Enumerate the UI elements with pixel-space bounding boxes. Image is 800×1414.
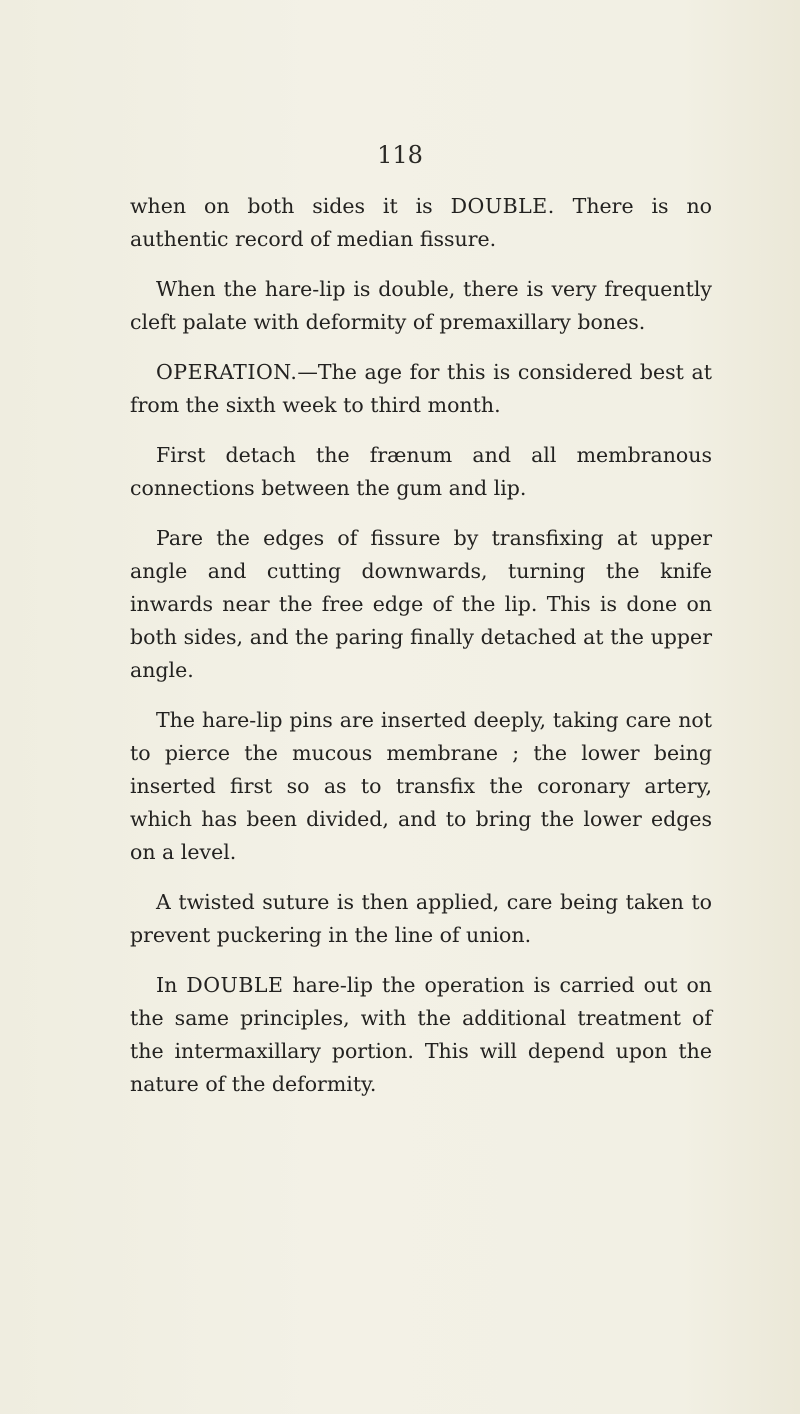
body-text [130, 190, 712, 1118]
paragraph-1-tail: There is no authentic record of median fissure. [130, 194, 712, 251]
paragraph-1 [130, 190, 712, 256]
paragraph-8 [130, 969, 712, 1101]
paragraph-1-text: when on both sides it is [130, 194, 451, 218]
paragraph-7 [130, 886, 712, 952]
paragraph-1-emphasis: DOUBLE. [450, 194, 555, 218]
paragraph-8-tail: hare-lip the operation is carried out on the same principles, with the additional treatment of the intermaxillary portion. This will depend upon the nature of the deformity. [130, 973, 712, 1096]
paragraph-8-emphasis: DOUBLE [186, 973, 284, 997]
paragraph-8-lead: In [156, 973, 187, 997]
paragraph-6 [130, 704, 712, 869]
paragraph-2-text: When the hare-lip is double, there is very frequently cleft palate with deformity of premaxillary bones. [130, 277, 712, 334]
paragraph-3-text: —The age for this is considered best at from the sixth week to third month. [130, 360, 712, 417]
paragraph-2 [130, 273, 712, 339]
paragraph-3 [130, 356, 712, 422]
paragraph-6-text: The hare-lip pins are inserted deeply, taking care not to pierce the mucous membrane ; the lower being inserted first so as to transfix the coronary artery, which has been divided, and to bring the lower edges on a level. [130, 708, 712, 864]
paragraph-3-heading: OPERATION. [156, 360, 298, 384]
page-number: 118 [377, 141, 423, 169]
paragraph-5 [130, 522, 712, 687]
paragraph-7-text: A twisted suture is then applied, care being taken to prevent puckering in the line of union. [130, 890, 712, 947]
paragraph-5-text: Pare the edges of fissure by transfixing at upper angle and cutting downwards, turning the knife inwards near the free edge of the lip. This is done on both sides, and the paring finally detached at the upper angle. [130, 526, 712, 682]
paragraph-4 [130, 439, 712, 505]
paragraph-4-text: First detach the frænum and all membranous connections between the gum and lip. [130, 443, 712, 500]
